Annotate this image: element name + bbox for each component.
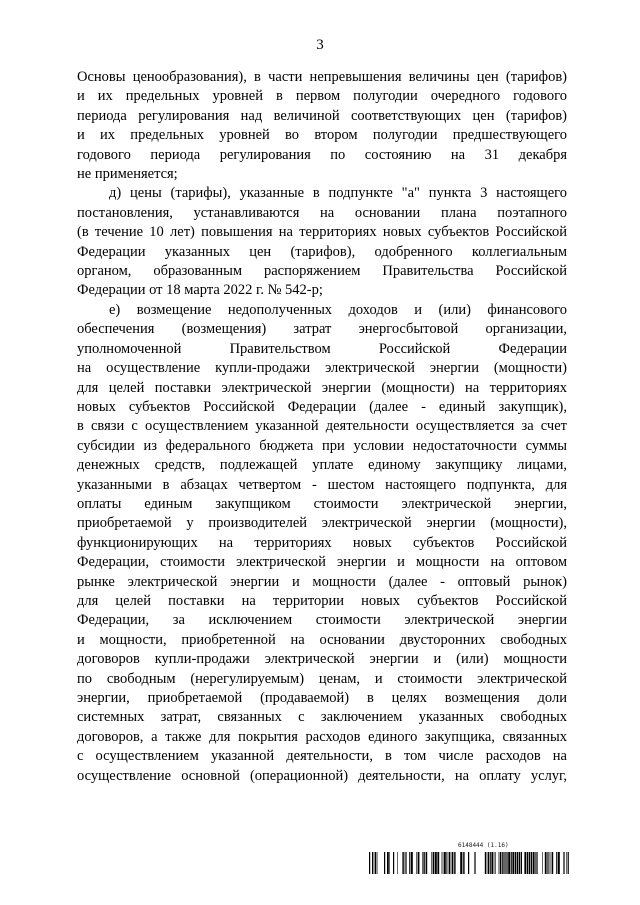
barcode-bar (505, 852, 506, 874)
barcode-bar (500, 852, 501, 874)
barcode-bar (519, 852, 520, 874)
barcode-bar (535, 852, 536, 874)
barcode-bar (449, 852, 450, 874)
text-line: с осуществлением указанной деятельности, в том числе расходов на (77, 748, 567, 765)
barcode-bar (435, 852, 437, 874)
barcode-bar (411, 852, 413, 874)
barcode-bar (556, 852, 557, 874)
barcode-bar (506, 852, 507, 874)
text-line: новых субъектов Российской Федерации (далее - единый закупщик), (77, 398, 567, 415)
barcode-bar (552, 852, 553, 874)
text-line: системных затрат, связанных с заключением указанных свободных (77, 709, 567, 726)
barcode-bar (452, 852, 453, 874)
text-line: энергии, приобретаемой (продаваемой) в целях возмещения доли (77, 690, 567, 706)
barcode-bar (443, 852, 444, 874)
text-line: функционирующих на территориях новых субъектов Российской (77, 534, 567, 551)
barcode-bar (521, 852, 522, 874)
text-line: Федерации, стоимости электрической энергии и мощности на оптовом (77, 554, 567, 571)
text-line: рынке электрической энергии и мощности (далее - оптовый рынок) (77, 573, 567, 590)
text-line: указанными в абзацах четвертом - шестом настоящего подпункта, для (77, 476, 567, 493)
barcode-bar (502, 852, 503, 874)
barcode-bar (495, 852, 496, 874)
barcode-bar (406, 852, 407, 874)
barcode-bar (372, 852, 373, 874)
barcode-bar (550, 852, 551, 874)
barcode-bar (468, 852, 469, 874)
barcode-bar (491, 852, 493, 874)
barcode-bar (369, 852, 370, 874)
barcode-bar (397, 852, 398, 874)
barcode-bar (515, 852, 516, 874)
barcode-bar (444, 852, 446, 874)
text-line: и мощности, приобретенной на основании двусторонних свободных (77, 631, 567, 648)
barcode-bar (503, 852, 504, 874)
barcode-bar (531, 852, 532, 874)
barcode-bar (494, 852, 495, 874)
barcode-bar (536, 852, 537, 874)
barcode-bar (563, 852, 564, 874)
text-line: оплаты единым закупщиком стоимости электрической энергии, (77, 495, 567, 512)
barcode-bar (446, 852, 447, 874)
text-line: для целей поставки электрической энергии (мощности) на территориях (77, 379, 567, 396)
barcode-bar (454, 852, 455, 874)
barcode-bar (488, 852, 489, 874)
barcode (369, 852, 571, 874)
barcode-bar (527, 852, 528, 874)
text-line: обеспечения (возмещения) затрат энергосбытовой организации, (77, 321, 567, 338)
barcode-bar (442, 852, 443, 874)
text-line: договоров, а также для покрытия расходов единого закупщика, связанных (77, 728, 567, 745)
barcode-bar (422, 852, 423, 874)
barcode-bar (517, 852, 519, 874)
text-line: Основы ценообразования), в части непревышения величины цен (тарифов) (77, 69, 567, 85)
barcode-bar (533, 852, 535, 874)
barcode-bar (403, 852, 404, 874)
text-line: органом, образованным распоряжением Правительства Российской (77, 263, 567, 280)
body-text (77, 68, 567, 786)
text-line: на осуществление купли-продажи электрической энергии (мощности) (77, 360, 567, 377)
barcode-bar (377, 852, 378, 874)
text-line: осуществление основной (операционной) деятельности, на оплату услуг, (77, 767, 567, 784)
barcode-bar (424, 852, 425, 874)
text-line: д) цены (тарифы), указанные в подпункте "а" пункта 3 настоящего (109, 185, 567, 202)
text-line: периода регулирования над величиной соответствующих цен (тарифов) (77, 107, 567, 124)
barcode-bar (508, 852, 510, 874)
barcode-bar (463, 852, 464, 874)
barcode-bar (499, 852, 500, 874)
barcode-bar (558, 852, 560, 874)
barcode-bar (460, 852, 462, 874)
document-code: 6148444 (1.16) (458, 842, 509, 849)
barcode-bar (433, 852, 435, 874)
barcode-bar (490, 852, 491, 874)
text-line: денежных средств, подлежащей уплате единому закупщику лицами, (77, 457, 567, 474)
text-line: приобретаемой у производителей электрической энергии (мощности), (77, 515, 567, 532)
text-line: договоров купли-продажи электрической энергии и (или) мощности (77, 651, 567, 668)
barcode-bar (475, 852, 476, 874)
barcode-bar (389, 852, 390, 874)
barcode-bar (511, 852, 512, 874)
barcode-bar (409, 852, 410, 874)
barcode-bar (545, 852, 547, 874)
barcode-bar (375, 852, 376, 874)
text-line: Федерации от 18 марта 2022 г. № 542-р; (77, 282, 323, 299)
barcode-bar (387, 852, 389, 874)
barcode-bar (568, 852, 569, 874)
text-line: и их предельных уровней во втором полугодии предшествующего (77, 127, 567, 144)
text-line: Федерации, за исключением стоимости электрической энергии (77, 612, 567, 629)
barcode-bar (474, 852, 475, 874)
text-line: годового периода регулирования по состоянию на 31 декабря (77, 146, 567, 163)
page-number: 3 (316, 37, 324, 53)
barcode-bar (455, 852, 456, 874)
barcode-bar (464, 852, 465, 874)
barcode-bar (405, 852, 406, 874)
barcode-bar (485, 852, 486, 874)
text-line: в связи с осуществлением указанной деятельности осуществляется за счет (77, 418, 567, 435)
barcode-bar (416, 852, 417, 874)
barcode-bar (393, 852, 394, 874)
text-line: по свободным (нерегулируемым) ценам, и стоимости электрической (77, 670, 567, 687)
barcode-bar (418, 852, 420, 874)
text-line: для целей поставки на территории новых субъектов Российской (77, 592, 567, 609)
barcode-bar (547, 852, 548, 874)
barcode-bar (437, 852, 439, 874)
text-line: субсидии из федерального бюджета при условии недостаточности суммы (77, 437, 567, 454)
barcode-bar (402, 852, 403, 874)
barcode-bar (524, 852, 526, 874)
text-line: е) возмещение недополученных доходов и (или) финансового (109, 301, 567, 318)
barcode-bar (529, 852, 531, 874)
barcode-bar (451, 852, 452, 874)
barcode-bar (448, 852, 449, 874)
text-line: (в течение 10 лет) повышения на территориях новых субъектов Российской (77, 224, 567, 241)
barcode-bar (566, 852, 567, 874)
text-line: постановления, устанавливаются на основании плана поэтапного (77, 204, 567, 221)
barcode-bar (487, 852, 488, 874)
barcode-bar (374, 852, 375, 874)
barcode-bar (431, 852, 432, 874)
text-line: не применяется; (77, 166, 178, 183)
text-line: уполномоченной Правительством Российской Федерации (77, 340, 567, 357)
barcode-bar (548, 852, 549, 874)
barcode-bar (551, 852, 552, 874)
barcode-bar (426, 852, 427, 874)
barcode-bar (542, 852, 543, 874)
barcode-bar (512, 852, 514, 874)
text-line: и их предельных уровней в первом полугодии очередного годового (77, 88, 567, 105)
barcode-bar (384, 852, 385, 874)
text-line: Федерации указанных цен (тарифов), одобренного коллегиальным (77, 243, 567, 260)
